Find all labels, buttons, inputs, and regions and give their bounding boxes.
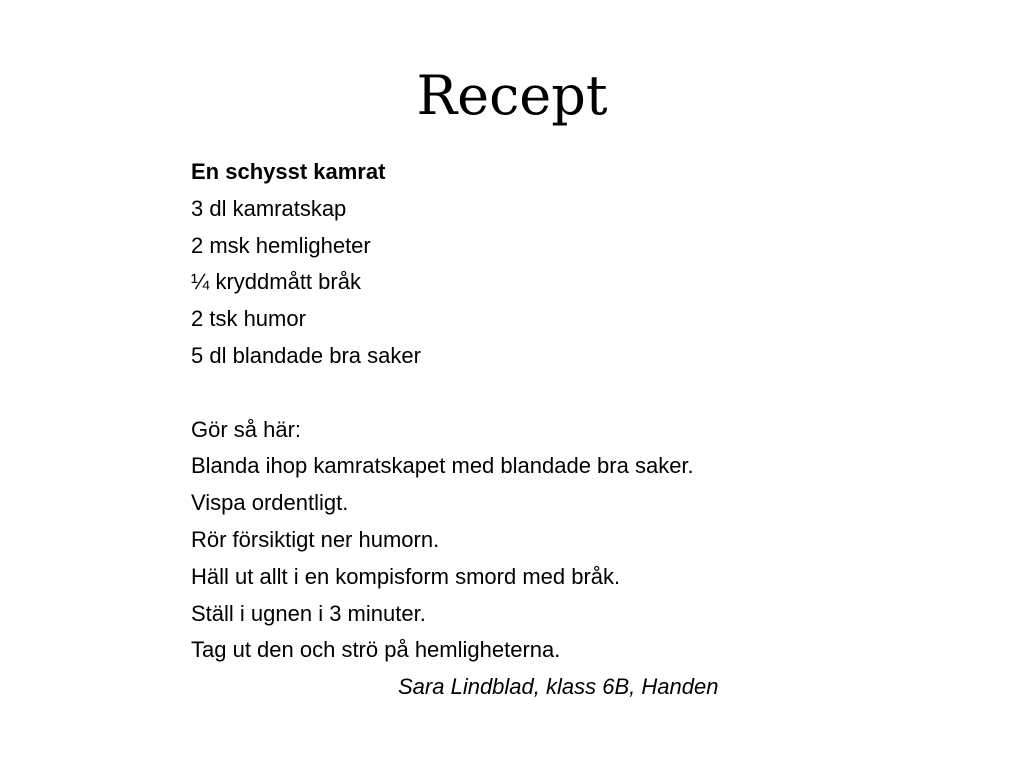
instruction-step: Rör försiktigt ner humorn. xyxy=(191,526,440,552)
slide-title: Recept xyxy=(416,64,608,127)
ingredient-item: 3 dl kamratskap xyxy=(191,195,347,221)
author-signature: Sara Lindblad, klass 6B, Handen xyxy=(398,674,719,700)
instruction-steps xyxy=(191,448,831,669)
recipe-name: En schysst kamrat xyxy=(191,159,386,184)
recipe-body xyxy=(191,154,831,706)
instruction-step: Häll ut allt i en kompisform smord med bråk. xyxy=(191,563,621,589)
instruction-step: Tag ut den och strö på hemligheterna. xyxy=(191,637,561,663)
ingredient-item: 2 tsk humor xyxy=(191,306,306,332)
instructions-heading: Gör så här: xyxy=(191,416,302,442)
ingredient-item: ¼ kryddmått bråk xyxy=(191,269,361,295)
section-spacer xyxy=(191,375,831,412)
ingredient-list xyxy=(191,191,831,375)
ingredient-item: 5 dl blandade bra saker xyxy=(191,342,421,368)
ingredient-item: 2 msk hemligheter xyxy=(191,232,371,258)
instruction-step: Vispa ordentligt. xyxy=(191,490,349,516)
instruction-step: Ställ i ugnen i 3 minuter. xyxy=(191,600,426,626)
instruction-step: Blanda ihop kamratskapet med blandade bra saker. xyxy=(191,453,694,479)
